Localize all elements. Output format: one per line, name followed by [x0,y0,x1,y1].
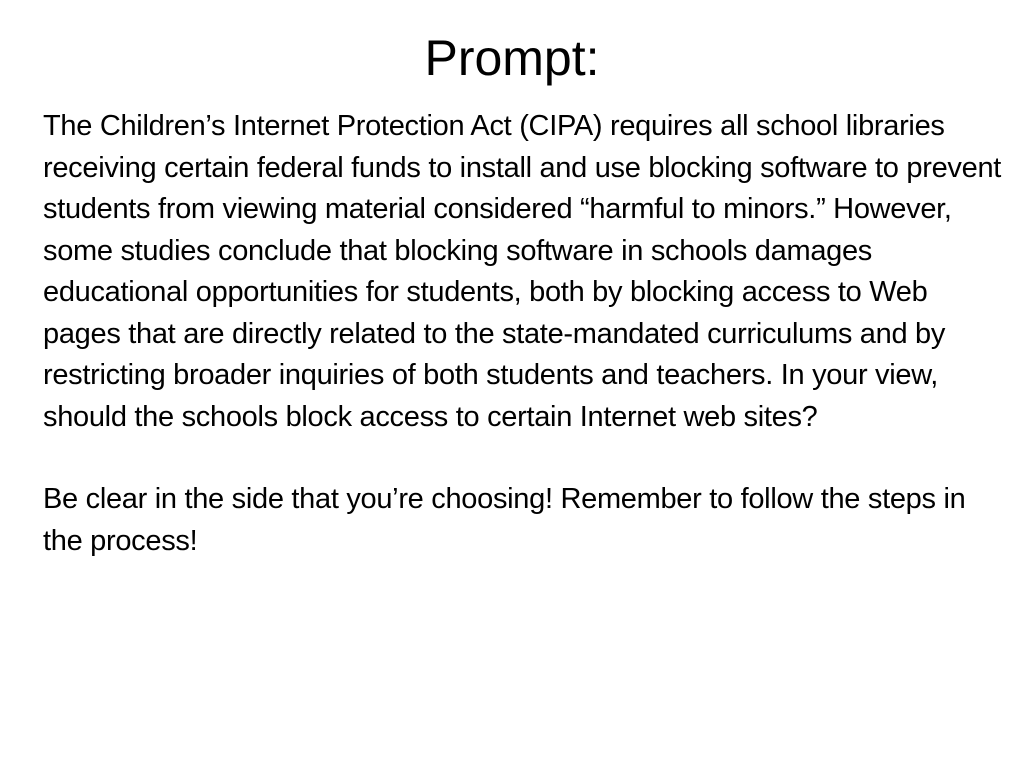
slide-body [43,106,1003,562]
prompt-paragraph: The Children’s Internet Protection Act (CIPA) requires all school libraries receiving certain federal funds to install and use blocking software to prevent students from viewing material considered “harmful to minors.” However, some studies conclude that blocking software in schools damages educational opportunities for students, both by blocking access to Web pages that are directly related to the state-mandated curriculums and by restricting broader inquiries of both students and teachers. In your view, should the schools block access to certain Internet web sites? [43,110,1002,433]
slide-title: Prompt: [424,30,600,86]
instruction-paragraph: Be clear in the side that you’re choosing! Remember to follow the steps in the process! [43,483,966,557]
